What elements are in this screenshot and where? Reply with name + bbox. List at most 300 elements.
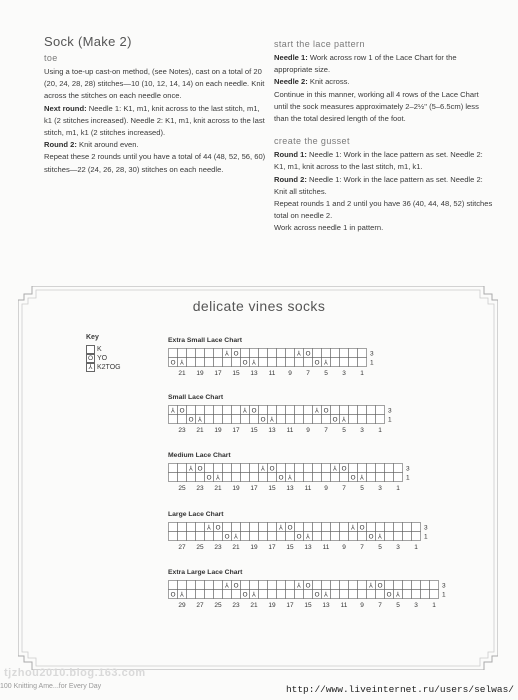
chart-cell	[268, 590, 277, 599]
chart-cell	[268, 349, 277, 358]
k2tog-mark: ⅄	[171, 406, 175, 415]
k2tog-mark: ⅄	[198, 415, 202, 424]
lace-chart-grid	[168, 348, 396, 382]
k2tog-mark: ⅄	[279, 523, 283, 532]
chart-cell	[340, 473, 349, 482]
instruction-paragraph	[274, 198, 494, 222]
chart-cell	[187, 523, 196, 532]
chart-cell	[178, 464, 187, 473]
column-number: 5	[360, 485, 364, 492]
column-number: 21	[178, 370, 186, 377]
chart-cell	[214, 415, 223, 424]
chart-cell	[313, 473, 322, 482]
chart-cell	[205, 590, 214, 599]
chart-cell	[367, 406, 376, 415]
k2tog-mark: ⅄	[180, 358, 184, 367]
column-number: 3	[342, 370, 346, 377]
row-number: 3	[406, 465, 410, 473]
chart-cell	[385, 532, 394, 541]
chart-cell	[295, 464, 304, 473]
chart-cell	[376, 473, 385, 482]
column-number: 7	[306, 370, 310, 377]
chart-cell	[331, 523, 340, 532]
chart-cell	[232, 406, 241, 415]
row-number: 3	[424, 524, 428, 532]
chart-cell	[196, 523, 205, 532]
column-number: 9	[288, 370, 292, 377]
chart-cell	[358, 358, 367, 367]
k2tog-mark: ⅄	[396, 590, 400, 599]
chart-cell	[358, 590, 367, 599]
chart-cell	[394, 473, 403, 482]
chart-cell	[376, 590, 385, 599]
chart-cell	[259, 358, 268, 367]
chart-cell	[340, 532, 349, 541]
chart-cell	[250, 473, 259, 482]
chart-cell	[394, 523, 403, 532]
chart-cell	[241, 464, 250, 473]
column-number: 13	[322, 602, 330, 609]
column-number: 19	[196, 370, 204, 377]
column-number: 1	[414, 544, 418, 551]
yarn-over-mark: O	[287, 523, 293, 532]
instruction-text: Knit across.	[307, 77, 350, 87]
yarn-over-mark: O	[251, 406, 257, 415]
chart-cell	[169, 415, 178, 424]
column-number: 21	[196, 427, 204, 434]
column-number: 7	[324, 427, 328, 434]
k2tog-mark: ⅄	[306, 532, 310, 541]
chart-cell	[304, 415, 313, 424]
column-number: 7	[360, 544, 364, 551]
chart-cell	[358, 406, 367, 415]
k2tog-mark: ⅄	[252, 358, 256, 367]
chart-title: Extra Small Lace Chart	[168, 337, 243, 344]
yarn-over-mark: O	[269, 464, 275, 473]
chart-cell	[286, 581, 295, 590]
column-number: 15	[304, 602, 312, 609]
chart-cell	[313, 464, 322, 473]
chart-cell	[250, 415, 259, 424]
column-number: 15	[232, 370, 240, 377]
column-number: 23	[178, 427, 186, 434]
chart-cell	[169, 349, 178, 358]
k2tog-mark: ⅄	[360, 473, 364, 482]
chart-cell	[277, 464, 286, 473]
instruction-paragraph	[274, 76, 494, 88]
instruction-text: Using a toe-up cast-on method, (see Notes), cast on a total of 20 (20, 24, 28, 28) stitches—10 (10, 12, 14, 14) on each needle. Knit across the stitches on each needle once.	[44, 67, 265, 101]
chart-cell	[313, 415, 322, 424]
chart-cell	[169, 473, 178, 482]
column-number: 29	[178, 602, 186, 609]
chart-cell	[196, 358, 205, 367]
column-number: 9	[324, 485, 328, 492]
instruction-label: Round 2:	[274, 174, 307, 184]
chart-cell	[187, 473, 196, 482]
chart-cell	[223, 473, 232, 482]
chart-cell	[394, 464, 403, 473]
k2tog-mark: ⅄	[207, 523, 211, 532]
yarn-over-mark: O	[332, 415, 338, 424]
column-number: 9	[342, 544, 346, 551]
yarn-over-mark: O	[341, 464, 347, 473]
k2tog-mark: ⅄	[252, 590, 256, 599]
column-number: 7	[378, 602, 382, 609]
column-number: 11	[268, 370, 276, 377]
chart-cell	[223, 523, 232, 532]
chart-cell	[349, 581, 358, 590]
chart-cell	[358, 349, 367, 358]
column-number: 5	[324, 370, 328, 377]
column-number: 19	[232, 485, 240, 492]
chart-cell	[277, 349, 286, 358]
row-number: 1	[424, 533, 428, 541]
column-number: 1	[432, 602, 436, 609]
yarn-over-mark: O	[305, 349, 311, 358]
k2tog-mark: ⅄	[288, 473, 292, 482]
row-number: 3	[388, 407, 392, 415]
chart-cell	[259, 523, 268, 532]
chart-cell	[403, 581, 412, 590]
k2tog-mark: ⅄	[297, 581, 301, 590]
chart-cell	[331, 581, 340, 590]
chart-cell	[349, 349, 358, 358]
column-number: 9	[360, 602, 364, 609]
instruction-label: Round 1:	[274, 150, 307, 160]
chart-cell	[250, 523, 259, 532]
chart-cell	[277, 406, 286, 415]
chart-cell	[385, 464, 394, 473]
knit-symbol	[86, 345, 95, 354]
k2tog-mark: ⅄	[225, 581, 229, 590]
instruction-paragraph	[44, 151, 266, 175]
chart-cell	[241, 473, 250, 482]
instruction-text: Knit around even.	[76, 140, 139, 150]
chart-cell	[196, 406, 205, 415]
chart-cell	[241, 415, 250, 424]
chart-cell	[367, 590, 376, 599]
chart-cell	[277, 415, 286, 424]
column-number: 21	[250, 602, 258, 609]
chart-cell	[205, 464, 214, 473]
k2tog-symbol: ⅄	[86, 363, 95, 372]
yarn-over-mark: O	[386, 590, 392, 599]
chart-cell	[385, 523, 394, 532]
chart-cell	[169, 464, 178, 473]
column-number: 25	[178, 485, 186, 492]
lace-chart-grid	[168, 580, 468, 614]
k2tog-mark: ⅄	[180, 590, 184, 599]
instruction-paragraph	[274, 89, 494, 126]
section-heading-gusset: create the gusset	[274, 136, 350, 147]
key-item-k2tog	[86, 363, 121, 372]
chart-cell	[331, 358, 340, 367]
k2tog-mark: ⅄	[324, 590, 328, 599]
chart-cell	[349, 464, 358, 473]
column-number: 1	[360, 370, 364, 377]
instruction-paragraph	[44, 66, 266, 103]
chart-cell	[178, 349, 187, 358]
chart-cell	[403, 532, 412, 541]
chart-cell	[304, 358, 313, 367]
lace-chart-grid	[168, 522, 450, 556]
column-number: 3	[396, 544, 400, 551]
instruction-label: Next round:	[44, 103, 87, 113]
instruction-label: Needle 2:	[274, 77, 308, 87]
column-number: 1	[396, 485, 400, 492]
chart-cell	[376, 523, 385, 532]
yarn-over-symbol: O	[87, 355, 94, 362]
chart-cell	[232, 473, 241, 482]
key-label-yo: YO	[97, 355, 108, 362]
chart-cell	[376, 415, 385, 424]
gusset-instructions	[274, 149, 494, 234]
column-number: 13	[250, 370, 258, 377]
column-number: 11	[340, 602, 348, 609]
yarn-over-mark: O	[242, 590, 248, 599]
yarn-over-mark: O	[242, 358, 248, 367]
yarn-over-mark: O	[179, 406, 185, 415]
instruction-paragraph	[274, 174, 494, 198]
chart-cell	[277, 358, 286, 367]
chart-cell	[268, 532, 277, 541]
chart-cell	[322, 532, 331, 541]
column-number: 5	[396, 602, 400, 609]
chart-cell	[196, 581, 205, 590]
column-number: 3	[378, 485, 382, 492]
chart-cell	[322, 349, 331, 358]
yarn-over-mark: O	[350, 473, 356, 482]
chart-cell	[403, 523, 412, 532]
chart-cell	[358, 464, 367, 473]
chart-key	[86, 334, 121, 372]
chart-title: Large Lace Chart	[168, 511, 224, 518]
chart-cell	[268, 473, 277, 482]
chart-cell	[250, 581, 259, 590]
chart-cell	[295, 523, 304, 532]
chart-cell	[349, 358, 358, 367]
instruction-paragraph	[274, 52, 494, 76]
chart-cell	[376, 464, 385, 473]
yarn-over-mark: O	[368, 532, 374, 541]
chart-cell	[250, 349, 259, 358]
chart-cell	[223, 358, 232, 367]
column-number: 1	[378, 427, 382, 434]
k2tog-mark: ⅄	[261, 464, 265, 473]
section-heading-toe: toe	[44, 53, 58, 63]
yarn-over-mark: O	[323, 406, 329, 415]
yarn-over-mark: O	[197, 464, 203, 473]
chart-cell	[385, 473, 394, 482]
column-number: 19	[250, 544, 258, 551]
chart-cell	[286, 590, 295, 599]
chart-section-title: delicate vines socks	[192, 298, 326, 314]
k2tog-mark: ⅄	[216, 473, 220, 482]
chart-cell	[331, 532, 340, 541]
chart-cell	[277, 581, 286, 590]
column-number: 17	[286, 602, 294, 609]
chart-cell	[340, 349, 349, 358]
instruction-text: Work across needle 1 in pattern.	[274, 223, 384, 233]
column-number: 7	[342, 485, 346, 492]
k2tog-mark: ⅄	[243, 406, 247, 415]
chart-cell	[340, 406, 349, 415]
chart-cell	[304, 590, 313, 599]
chart-cell	[340, 358, 349, 367]
chart-cell	[349, 590, 358, 599]
chart-cell	[304, 473, 313, 482]
column-number: 21	[232, 544, 240, 551]
row-number: 1	[370, 359, 374, 367]
chart-cell	[430, 590, 439, 599]
yarn-over-mark: O	[215, 523, 221, 532]
chart-cell	[322, 473, 331, 482]
yarn-over-mark: O	[314, 358, 320, 367]
chart-cell	[376, 406, 385, 415]
chart-cell	[313, 523, 322, 532]
k2tog-mark: ⅄	[270, 415, 274, 424]
chart-cell	[286, 532, 295, 541]
chart-cell	[331, 473, 340, 482]
yarn-over-mark: O	[233, 349, 239, 358]
chart-cell	[178, 532, 187, 541]
column-number: 11	[286, 427, 294, 434]
chart-cell	[295, 473, 304, 482]
column-number: 25	[214, 602, 222, 609]
row-number: 3	[370, 350, 374, 358]
row-number: 3	[442, 582, 446, 590]
chart-cell	[367, 464, 376, 473]
chart-cell	[259, 473, 268, 482]
chart-cell	[331, 349, 340, 358]
chart-cell	[286, 358, 295, 367]
lace-chart-grid	[168, 463, 432, 497]
column-number: 17	[250, 485, 258, 492]
chart-cell	[268, 358, 277, 367]
chart-title: Small Lace Chart	[168, 394, 224, 401]
chart-cell	[340, 523, 349, 532]
chart-cell	[169, 532, 178, 541]
watermark-right: http://www.liveinternet.ru/users/selwas/	[285, 684, 514, 695]
chart-cell	[205, 358, 214, 367]
chart-cell	[187, 358, 196, 367]
yarn-over-mark: O	[278, 473, 284, 482]
chart-cell	[313, 349, 322, 358]
column-number: 17	[232, 427, 240, 434]
chart-cell	[196, 590, 205, 599]
column-number: 23	[232, 602, 240, 609]
chart-cell	[169, 523, 178, 532]
chart-cell	[412, 590, 421, 599]
chart-cell	[412, 532, 421, 541]
yarn-over-mark: O	[224, 532, 230, 541]
chart-cell	[223, 590, 232, 599]
chart-cell	[223, 464, 232, 473]
key-item-yo	[86, 354, 121, 363]
chart-cell	[367, 415, 376, 424]
k2tog-mark: ⅄	[234, 532, 238, 541]
instruction-text: Needle 1: K1, m1, knit across to the last stitch, m1, k1 (2 stitches increased). Needle 2: K1, m1, knit across to the last stitch, m1, k1 (2 stitches increased).	[44, 103, 265, 138]
chart-cell	[232, 415, 241, 424]
chart-cell	[187, 581, 196, 590]
chart-cell	[205, 532, 214, 541]
column-number: 25	[196, 544, 204, 551]
chart-cell	[304, 464, 313, 473]
chart-cell	[196, 532, 205, 541]
chart-cell	[286, 415, 295, 424]
row-number: 1	[442, 591, 446, 599]
lace-instructions	[274, 52, 494, 125]
column-number: 11	[322, 544, 330, 551]
chart-cell	[394, 581, 403, 590]
chart-cell	[232, 590, 241, 599]
chart-cell	[223, 415, 232, 424]
chart-cell	[196, 349, 205, 358]
chart-cell	[277, 532, 286, 541]
chart-cell	[214, 358, 223, 367]
k2tog-mark: ⅄	[225, 349, 229, 358]
chart-title: Extra Large Lace Chart	[168, 569, 243, 576]
chart-cell	[187, 532, 196, 541]
chart-cell	[349, 532, 358, 541]
left-column	[44, 34, 266, 176]
chart-cell	[259, 581, 268, 590]
chart-cell	[241, 349, 250, 358]
yarn-over-mark: O	[206, 473, 212, 482]
column-number: 5	[378, 544, 382, 551]
chart-cell	[367, 473, 376, 482]
chart-cell	[322, 464, 331, 473]
chart-cell	[223, 406, 232, 415]
chart-cell	[250, 532, 259, 541]
instruction-text: Repeat rounds 1 and 2 until you have 36 (40, 44, 48, 52) stitches total on needle 2.	[274, 199, 493, 221]
chart-cell	[241, 581, 250, 590]
chart-cell	[205, 406, 214, 415]
chart-cell	[349, 415, 358, 424]
chart-cell	[286, 349, 295, 358]
chart-cell	[241, 532, 250, 541]
column-number: 23	[196, 485, 204, 492]
yarn-over-mark: O	[170, 590, 176, 599]
column-number: 19	[214, 427, 222, 434]
chart-cell	[259, 406, 268, 415]
chart-cell	[187, 590, 196, 599]
key-label-k2tog: K2TOG	[97, 364, 121, 371]
chart-cell	[259, 349, 268, 358]
instruction-text: Needle 1: Work in the lace pattern as set. Needle 2: Knit all stitches.	[274, 174, 483, 196]
column-number: 15	[250, 427, 258, 434]
key-label-knit: K	[97, 346, 102, 353]
right-column	[274, 34, 494, 235]
chart-cell	[178, 581, 187, 590]
chart-cell	[331, 406, 340, 415]
k2tog-mark: ⅄	[351, 523, 355, 532]
chart-cell	[178, 523, 187, 532]
chart-cell	[349, 406, 358, 415]
chart-cell	[268, 406, 277, 415]
chart-cell	[421, 590, 430, 599]
instruction-text: Continue in this manner, working all 4 rows of the Lace Chart until the sock measures approximately 2–2½" (5–6.5cm) less than the total desired length of the foot.	[274, 89, 479, 124]
chart-cell	[295, 590, 304, 599]
chart-cell	[187, 349, 196, 358]
chart-cell	[232, 523, 241, 532]
yarn-over-mark: O	[170, 358, 176, 367]
chart-cell	[214, 349, 223, 358]
chart-cell	[340, 590, 349, 599]
chart-cell	[205, 349, 214, 358]
chart-cell	[241, 523, 250, 532]
column-number: 15	[286, 544, 294, 551]
